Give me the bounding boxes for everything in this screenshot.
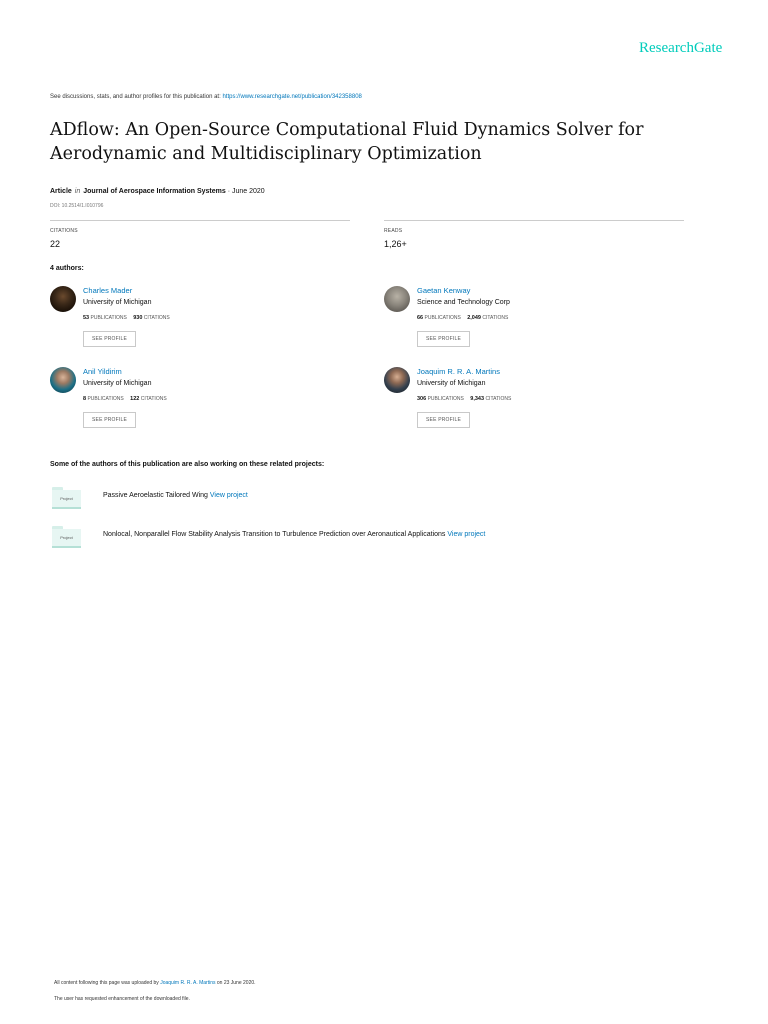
see-profile-button[interactable]: SEE PROFILE xyxy=(83,331,136,347)
publication-type: Article xyxy=(50,188,72,195)
see-profile-button[interactable]: SEE PROFILE xyxy=(83,412,136,428)
author-stats xyxy=(83,315,170,321)
meta-in: in xyxy=(74,188,81,195)
journal-name: Journal of Aerospace Information Systems xyxy=(83,188,226,195)
author-card-joaquim-martins xyxy=(384,367,644,433)
reads-label: READS xyxy=(384,228,403,234)
author-affiliation: Science and Technology Corp xyxy=(417,299,510,306)
project-folder-icon xyxy=(52,526,81,548)
avatar[interactable] xyxy=(50,286,76,312)
project-title-line xyxy=(103,531,485,538)
citations-value: 22 xyxy=(50,239,61,249)
citations-count: 122 xyxy=(130,396,140,402)
project-title: Passive Aeroelastic Tailored Wing xyxy=(103,492,210,499)
enhancement-note: The user has requested enhancement of the downloaded file. xyxy=(54,996,190,1002)
author-stats xyxy=(83,396,167,402)
researchgate-logo[interactable]: ResearchGate xyxy=(639,40,723,56)
divider-right xyxy=(384,220,684,221)
citations-count: 930 xyxy=(133,315,143,321)
publication-date: · June 2020 xyxy=(225,188,265,195)
author-stats xyxy=(417,315,508,321)
citations-label: CITATIONS xyxy=(140,396,167,402)
author-card-gaetan-kenway xyxy=(384,286,644,352)
publication-title: ADflow: An Open-Source Computational Fluid Dynamics Solver for Aerodynamic and Multidisciplinary Optimization xyxy=(50,120,644,164)
citations-label: CITATIONS xyxy=(143,315,170,321)
publications-label: PUBLICATIONS xyxy=(427,396,464,402)
discussions-text: See discussions, stats, and author profiles for this publication at: xyxy=(50,94,223,100)
publications-count: 306 xyxy=(417,396,427,402)
uploaded-note xyxy=(54,980,256,986)
author-affiliation: University of Michigan xyxy=(83,299,152,306)
author-name[interactable]: Joaquim R. R. A. Martins xyxy=(417,367,500,376)
uploaded-suffix: on 23 June 2020. xyxy=(215,980,256,986)
author-affiliation: University of Michigan xyxy=(417,380,486,387)
citations-label: CITATIONS xyxy=(50,228,78,234)
citations-label: CITATIONS xyxy=(485,396,512,402)
publication-url-link[interactable]: https://www.researchgate.net/publication/342358808 xyxy=(222,94,362,100)
reads-value: 1,26+ xyxy=(384,239,407,249)
author-card-anil-yildirim xyxy=(50,367,310,433)
publication-meta xyxy=(50,188,265,195)
project-title: Nonlocal, Nonparallel Flow Stability Analysis Transition to Turbulence Prediction over Aeronautical Applications xyxy=(103,531,448,538)
author-name[interactable]: Charles Mader xyxy=(83,286,133,295)
avatar[interactable] xyxy=(50,367,76,393)
doi: DOI: 10.2514/1.I010796 xyxy=(50,203,104,209)
view-project-link[interactable]: View project xyxy=(209,492,248,499)
avatar[interactable] xyxy=(384,286,410,312)
publications-count: 53 xyxy=(83,315,90,321)
author-name[interactable]: Gaetan Kenway xyxy=(417,286,471,295)
author-affiliation: University of Michigan xyxy=(83,380,152,387)
project-folder-icon xyxy=(52,487,81,509)
publications-count: 66 xyxy=(417,315,424,321)
citations-label: CITATIONS xyxy=(482,315,509,321)
publications-label: PUBLICATIONS xyxy=(424,315,461,321)
author-stats xyxy=(417,396,511,402)
publications-label: PUBLICATIONS xyxy=(87,396,124,402)
avatar[interactable] xyxy=(384,367,410,393)
publications-count: 8 xyxy=(83,396,87,402)
project-title-line xyxy=(103,492,248,499)
related-projects-heading: Some of the authors of this publication are also working on these related projects: xyxy=(50,461,325,468)
citations-count: 9,343 xyxy=(470,396,485,402)
view-project-link[interactable]: View project xyxy=(447,531,486,538)
uploaded-prefix: All content following this page was uploaded by xyxy=(54,980,161,986)
see-profile-button[interactable]: SEE PROFILE xyxy=(417,412,470,428)
citations-count: 2,049 xyxy=(467,315,481,321)
author-name[interactable]: Anil Yildirim xyxy=(83,367,122,376)
project-icon-label: Project xyxy=(52,529,81,548)
publications-label: PUBLICATIONS xyxy=(90,315,127,321)
project-icon-label: Project xyxy=(52,490,81,509)
see-profile-button[interactable]: SEE PROFILE xyxy=(417,331,470,347)
uploader-link[interactable]: Joaquim R. R. A. Martins xyxy=(160,980,216,986)
author-card-charles-mader xyxy=(50,286,310,352)
discussions-line xyxy=(50,94,362,100)
authors-heading: 4 authors: xyxy=(50,265,84,272)
divider-left xyxy=(50,220,350,221)
